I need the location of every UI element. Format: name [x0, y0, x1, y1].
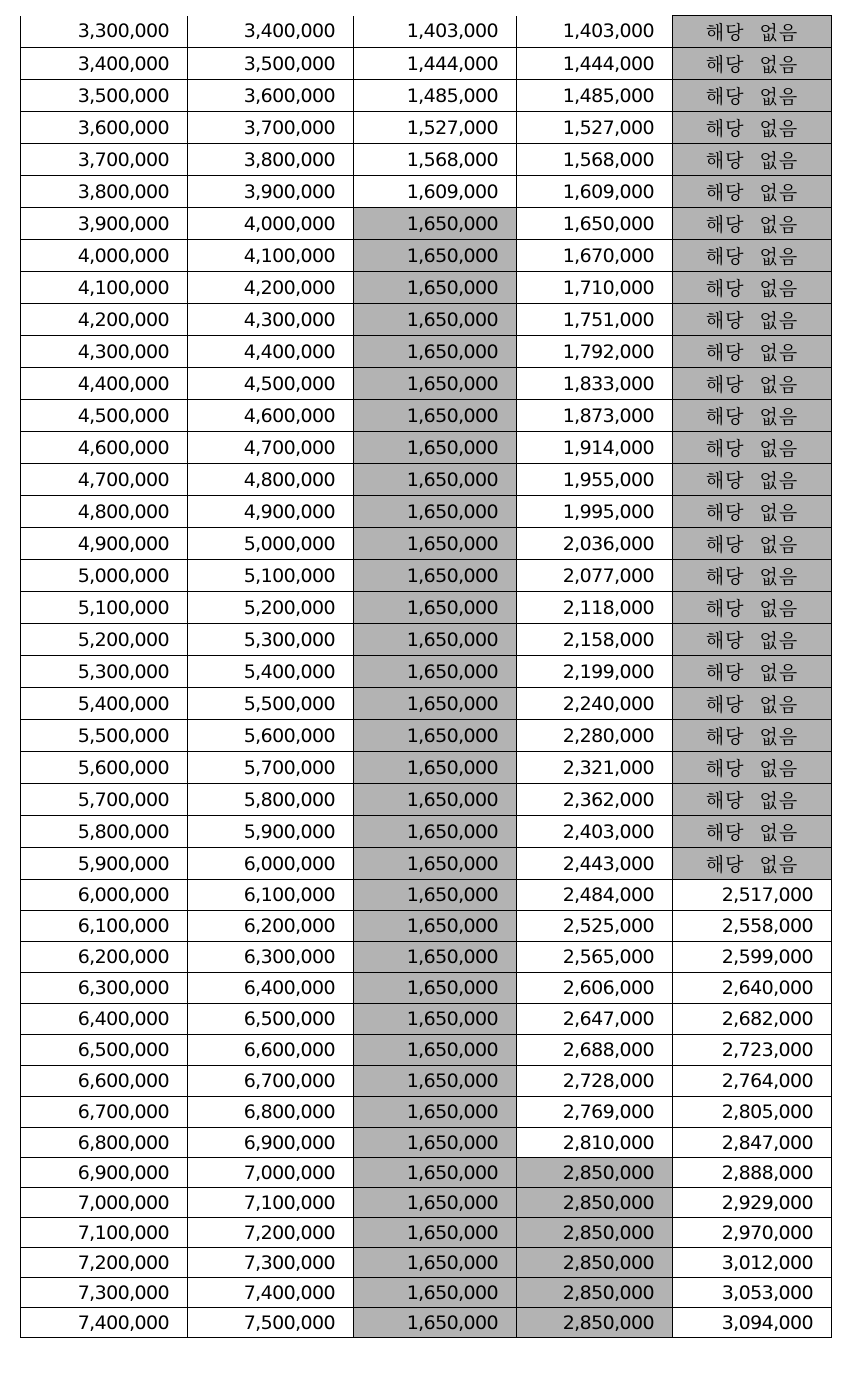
column-5-value-cell: 3,053,000 [673, 1278, 832, 1308]
income-to-cell: 3,600,000 [188, 80, 354, 112]
income-from-cell: 6,500,000 [21, 1035, 188, 1066]
income-from-cell: 3,500,000 [21, 80, 188, 112]
table-row [21, 1158, 832, 1188]
income-from-cell: 6,700,000 [21, 1097, 188, 1128]
income-to-cell: 4,300,000 [188, 304, 354, 336]
table-row [21, 1097, 832, 1128]
income-to-cell: 4,900,000 [188, 496, 354, 528]
column-4-value-cell: 2,158,000 [517, 624, 673, 656]
column-5-value-cell: 2,682,000 [673, 1004, 832, 1035]
table-row [21, 240, 832, 272]
income-to-cell: 4,400,000 [188, 336, 354, 368]
column-5-value-cell: 해당 없음 [673, 16, 832, 48]
column-5-value-cell: 2,558,000 [673, 911, 832, 942]
column-3-value-cell: 1,650,000 [354, 208, 517, 240]
column-4-value-cell: 1,751,000 [517, 304, 673, 336]
column-3-value-cell: 1,650,000 [354, 432, 517, 464]
column-5-value-cell: 해당 없음 [673, 688, 832, 720]
income-from-cell: 5,800,000 [21, 816, 188, 848]
column-5-value-cell: 해당 없음 [673, 368, 832, 400]
column-5-value-cell: 3,012,000 [673, 1248, 832, 1278]
column-4-value-cell: 1,792,000 [517, 336, 673, 368]
income-to-cell: 7,100,000 [188, 1188, 354, 1218]
income-to-cell: 5,100,000 [188, 560, 354, 592]
column-3-value-cell: 1,650,000 [354, 592, 517, 624]
table-row [21, 432, 832, 464]
column-4-value-cell: 1,403,000 [517, 16, 673, 48]
income-from-cell: 4,000,000 [21, 240, 188, 272]
column-3-value-cell: 1,650,000 [354, 1066, 517, 1097]
column-3-value-cell: 1,444,000 [354, 48, 517, 80]
column-3-value-cell: 1,650,000 [354, 1158, 517, 1188]
table-row [21, 528, 832, 560]
column-4-value-cell: 2,321,000 [517, 752, 673, 784]
table-row [21, 880, 832, 911]
column-5-value-cell: 2,640,000 [673, 973, 832, 1004]
income-to-cell: 4,600,000 [188, 400, 354, 432]
income-to-cell: 6,600,000 [188, 1035, 354, 1066]
income-to-cell: 6,400,000 [188, 973, 354, 1004]
column-3-value-cell: 1,650,000 [354, 880, 517, 911]
income-to-cell: 7,300,000 [188, 1248, 354, 1278]
column-4-value-cell: 1,444,000 [517, 48, 673, 80]
table-row [21, 496, 832, 528]
table-row [21, 1004, 832, 1035]
table-row [21, 592, 832, 624]
column-3-value-cell: 1,650,000 [354, 1218, 517, 1248]
income-to-cell: 6,200,000 [188, 911, 354, 942]
income-to-cell: 3,700,000 [188, 112, 354, 144]
income-to-cell: 3,900,000 [188, 176, 354, 208]
column-3-value-cell: 1,650,000 [354, 336, 517, 368]
rate-table-container [20, 15, 831, 1338]
table-row [21, 720, 832, 752]
table-row [21, 400, 832, 432]
column-3-value-cell: 1,527,000 [354, 112, 517, 144]
column-3-value-cell: 1,650,000 [354, 368, 517, 400]
column-3-value-cell: 1,650,000 [354, 624, 517, 656]
table-row [21, 942, 832, 973]
column-4-value-cell: 1,609,000 [517, 176, 673, 208]
income-to-cell: 4,500,000 [188, 368, 354, 400]
income-from-cell: 6,100,000 [21, 911, 188, 942]
income-to-cell: 5,200,000 [188, 592, 354, 624]
column-3-value-cell: 1,650,000 [354, 560, 517, 592]
income-from-cell: 5,700,000 [21, 784, 188, 816]
table-row [21, 16, 832, 48]
column-5-value-cell: 해당 없음 [673, 112, 832, 144]
column-3-value-cell: 1,650,000 [354, 464, 517, 496]
table-row [21, 624, 832, 656]
table-row [21, 1035, 832, 1066]
column-5-value-cell: 해당 없음 [673, 432, 832, 464]
table-row [21, 48, 832, 80]
column-5-value-cell: 해당 없음 [673, 624, 832, 656]
column-4-value-cell: 2,606,000 [517, 973, 673, 1004]
income-from-cell: 6,200,000 [21, 942, 188, 973]
column-3-value-cell: 1,650,000 [354, 656, 517, 688]
income-from-cell: 7,200,000 [21, 1248, 188, 1278]
column-4-value-cell: 1,568,000 [517, 144, 673, 176]
column-4-value-cell: 1,955,000 [517, 464, 673, 496]
income-from-cell: 5,500,000 [21, 720, 188, 752]
column-3-value-cell: 1,609,000 [354, 176, 517, 208]
table-row [21, 911, 832, 942]
table-row [21, 464, 832, 496]
table-row [21, 336, 832, 368]
column-4-value-cell: 1,650,000 [517, 208, 673, 240]
column-3-value-cell: 1,650,000 [354, 304, 517, 336]
column-4-value-cell: 2,362,000 [517, 784, 673, 816]
column-5-value-cell: 2,888,000 [673, 1158, 832, 1188]
column-5-value-cell: 해당 없음 [673, 176, 832, 208]
income-to-cell: 6,900,000 [188, 1128, 354, 1158]
income-from-cell: 3,400,000 [21, 48, 188, 80]
column-5-value-cell: 해당 없음 [673, 496, 832, 528]
column-3-value-cell: 1,650,000 [354, 720, 517, 752]
table-row [21, 80, 832, 112]
income-to-cell: 7,400,000 [188, 1278, 354, 1308]
column-3-value-cell: 1,650,000 [354, 272, 517, 304]
column-4-value-cell: 1,914,000 [517, 432, 673, 464]
column-3-value-cell: 1,650,000 [354, 1004, 517, 1035]
column-5-value-cell: 2,517,000 [673, 880, 832, 911]
table-row [21, 208, 832, 240]
income-from-cell: 3,300,000 [21, 16, 188, 48]
column-4-value-cell: 2,850,000 [517, 1158, 673, 1188]
rate-table-body [21, 16, 832, 1338]
column-3-value-cell: 1,568,000 [354, 144, 517, 176]
column-3-value-cell: 1,403,000 [354, 16, 517, 48]
column-3-value-cell: 1,650,000 [354, 400, 517, 432]
income-to-cell: 6,500,000 [188, 1004, 354, 1035]
column-3-value-cell: 1,485,000 [354, 80, 517, 112]
column-4-value-cell: 2,810,000 [517, 1128, 673, 1158]
table-row [21, 752, 832, 784]
column-5-value-cell: 해당 없음 [673, 784, 832, 816]
column-5-value-cell: 해당 없음 [673, 656, 832, 688]
income-from-cell: 5,200,000 [21, 624, 188, 656]
table-row [21, 688, 832, 720]
column-5-value-cell: 해당 없음 [673, 592, 832, 624]
column-4-value-cell: 2,647,000 [517, 1004, 673, 1035]
table-row [21, 848, 832, 880]
column-3-value-cell: 1,650,000 [354, 942, 517, 973]
column-5-value-cell: 2,723,000 [673, 1035, 832, 1066]
table-row [21, 973, 832, 1004]
column-3-value-cell: 1,650,000 [354, 973, 517, 1004]
income-from-cell: 6,900,000 [21, 1158, 188, 1188]
table-row [21, 656, 832, 688]
income-from-cell: 3,700,000 [21, 144, 188, 176]
income-from-cell: 7,400,000 [21, 1308, 188, 1338]
column-5-value-cell: 3,094,000 [673, 1308, 832, 1338]
column-5-value-cell: 해당 없음 [673, 752, 832, 784]
column-5-value-cell: 해당 없음 [673, 80, 832, 112]
income-from-cell: 4,200,000 [21, 304, 188, 336]
income-from-cell: 5,100,000 [21, 592, 188, 624]
table-row [21, 1248, 832, 1278]
column-3-value-cell: 1,650,000 [354, 1035, 517, 1066]
table-row [21, 1278, 832, 1308]
table-row [21, 368, 832, 400]
column-5-value-cell: 2,929,000 [673, 1188, 832, 1218]
column-4-value-cell: 2,280,000 [517, 720, 673, 752]
income-to-cell: 5,800,000 [188, 784, 354, 816]
column-3-value-cell: 1,650,000 [354, 528, 517, 560]
column-4-value-cell: 2,850,000 [517, 1278, 673, 1308]
income-to-cell: 4,800,000 [188, 464, 354, 496]
table-row [21, 560, 832, 592]
income-from-cell: 3,600,000 [21, 112, 188, 144]
income-from-cell: 4,800,000 [21, 496, 188, 528]
income-to-cell: 6,300,000 [188, 942, 354, 973]
income-to-cell: 5,300,000 [188, 624, 354, 656]
column-3-value-cell: 1,650,000 [354, 816, 517, 848]
income-from-cell: 3,800,000 [21, 176, 188, 208]
income-from-cell: 4,100,000 [21, 272, 188, 304]
table-row [21, 176, 832, 208]
column-3-value-cell: 1,650,000 [354, 1248, 517, 1278]
income-from-cell: 6,000,000 [21, 880, 188, 911]
income-from-cell: 3,900,000 [21, 208, 188, 240]
column-5-value-cell: 해당 없음 [673, 816, 832, 848]
income-to-cell: 7,500,000 [188, 1308, 354, 1338]
column-5-value-cell: 해당 없음 [673, 272, 832, 304]
income-to-cell: 5,600,000 [188, 720, 354, 752]
column-5-value-cell: 해당 없음 [673, 240, 832, 272]
column-5-value-cell: 해당 없음 [673, 464, 832, 496]
column-5-value-cell: 2,764,000 [673, 1066, 832, 1097]
column-4-value-cell: 1,485,000 [517, 80, 673, 112]
table-row [21, 1218, 832, 1248]
income-to-cell: 3,500,000 [188, 48, 354, 80]
column-3-value-cell: 1,650,000 [354, 1278, 517, 1308]
income-to-cell: 4,200,000 [188, 272, 354, 304]
table-row [21, 816, 832, 848]
income-to-cell: 6,100,000 [188, 880, 354, 911]
column-5-value-cell: 해당 없음 [673, 720, 832, 752]
column-4-value-cell: 1,873,000 [517, 400, 673, 432]
income-from-cell: 6,400,000 [21, 1004, 188, 1035]
column-5-value-cell: 해당 없음 [673, 144, 832, 176]
income-to-cell: 5,400,000 [188, 656, 354, 688]
income-to-cell: 4,700,000 [188, 432, 354, 464]
table-row [21, 1308, 832, 1338]
column-4-value-cell: 2,565,000 [517, 942, 673, 973]
table-row [21, 784, 832, 816]
column-4-value-cell: 2,240,000 [517, 688, 673, 720]
income-from-cell: 4,700,000 [21, 464, 188, 496]
income-to-cell: 7,200,000 [188, 1218, 354, 1248]
table-row [21, 1188, 832, 1218]
column-4-value-cell: 2,850,000 [517, 1308, 673, 1338]
column-5-value-cell: 해당 없음 [673, 848, 832, 880]
column-5-value-cell: 해당 없음 [673, 48, 832, 80]
column-4-value-cell: 2,850,000 [517, 1248, 673, 1278]
income-from-cell: 6,800,000 [21, 1128, 188, 1158]
income-from-cell: 5,300,000 [21, 656, 188, 688]
column-3-value-cell: 1,650,000 [354, 496, 517, 528]
income-from-cell: 6,300,000 [21, 973, 188, 1004]
column-5-value-cell: 2,599,000 [673, 942, 832, 973]
income-to-cell: 5,000,000 [188, 528, 354, 560]
column-4-value-cell: 2,688,000 [517, 1035, 673, 1066]
income-from-cell: 4,600,000 [21, 432, 188, 464]
income-from-cell: 7,000,000 [21, 1188, 188, 1218]
column-4-value-cell: 2,769,000 [517, 1097, 673, 1128]
income-from-cell: 4,400,000 [21, 368, 188, 400]
table-row [21, 272, 832, 304]
column-3-value-cell: 1,650,000 [354, 1188, 517, 1218]
income-to-cell: 4,100,000 [188, 240, 354, 272]
column-4-value-cell: 2,850,000 [517, 1218, 673, 1248]
column-4-value-cell: 2,118,000 [517, 592, 673, 624]
column-5-value-cell: 해당 없음 [673, 400, 832, 432]
rate-table [20, 15, 832, 1338]
income-to-cell: 5,500,000 [188, 688, 354, 720]
column-5-value-cell: 2,805,000 [673, 1097, 832, 1128]
table-row [21, 112, 832, 144]
table-row [21, 1066, 832, 1097]
column-4-value-cell: 2,850,000 [517, 1188, 673, 1218]
column-4-value-cell: 2,403,000 [517, 816, 673, 848]
income-to-cell: 7,000,000 [188, 1158, 354, 1188]
income-from-cell: 5,900,000 [21, 848, 188, 880]
income-from-cell: 4,900,000 [21, 528, 188, 560]
column-4-value-cell: 2,443,000 [517, 848, 673, 880]
income-from-cell: 4,300,000 [21, 336, 188, 368]
column-3-value-cell: 1,650,000 [354, 911, 517, 942]
column-4-value-cell: 2,525,000 [517, 911, 673, 942]
column-3-value-cell: 1,650,000 [354, 240, 517, 272]
column-3-value-cell: 1,650,000 [354, 1308, 517, 1338]
income-to-cell: 6,700,000 [188, 1066, 354, 1097]
column-5-value-cell: 해당 없음 [673, 208, 832, 240]
column-4-value-cell: 2,199,000 [517, 656, 673, 688]
income-to-cell: 6,000,000 [188, 848, 354, 880]
income-to-cell: 4,000,000 [188, 208, 354, 240]
column-3-value-cell: 1,650,000 [354, 752, 517, 784]
income-to-cell: 3,400,000 [188, 16, 354, 48]
income-to-cell: 3,800,000 [188, 144, 354, 176]
table-row [21, 304, 832, 336]
column-4-value-cell: 1,670,000 [517, 240, 673, 272]
income-to-cell: 6,800,000 [188, 1097, 354, 1128]
income-from-cell: 6,600,000 [21, 1066, 188, 1097]
table-row [21, 144, 832, 176]
table-row [21, 1128, 832, 1158]
column-5-value-cell: 해당 없음 [673, 560, 832, 592]
income-from-cell: 5,600,000 [21, 752, 188, 784]
column-5-value-cell: 2,970,000 [673, 1218, 832, 1248]
column-3-value-cell: 1,650,000 [354, 784, 517, 816]
column-5-value-cell: 해당 없음 [673, 304, 832, 336]
income-to-cell: 5,900,000 [188, 816, 354, 848]
income-from-cell: 4,500,000 [21, 400, 188, 432]
column-4-value-cell: 2,728,000 [517, 1066, 673, 1097]
income-from-cell: 7,100,000 [21, 1218, 188, 1248]
column-3-value-cell: 1,650,000 [354, 848, 517, 880]
column-4-value-cell: 1,995,000 [517, 496, 673, 528]
income-from-cell: 7,300,000 [21, 1278, 188, 1308]
column-5-value-cell: 해당 없음 [673, 336, 832, 368]
column-4-value-cell: 1,710,000 [517, 272, 673, 304]
column-3-value-cell: 1,650,000 [354, 1128, 517, 1158]
column-4-value-cell: 1,527,000 [517, 112, 673, 144]
income-to-cell: 5,700,000 [188, 752, 354, 784]
column-3-value-cell: 1,650,000 [354, 1097, 517, 1128]
income-from-cell: 5,000,000 [21, 560, 188, 592]
column-5-value-cell: 해당 없음 [673, 528, 832, 560]
column-4-value-cell: 2,077,000 [517, 560, 673, 592]
column-4-value-cell: 2,036,000 [517, 528, 673, 560]
column-4-value-cell: 1,833,000 [517, 368, 673, 400]
column-4-value-cell: 2,484,000 [517, 880, 673, 911]
column-5-value-cell: 2,847,000 [673, 1128, 832, 1158]
column-3-value-cell: 1,650,000 [354, 688, 517, 720]
income-from-cell: 5,400,000 [21, 688, 188, 720]
